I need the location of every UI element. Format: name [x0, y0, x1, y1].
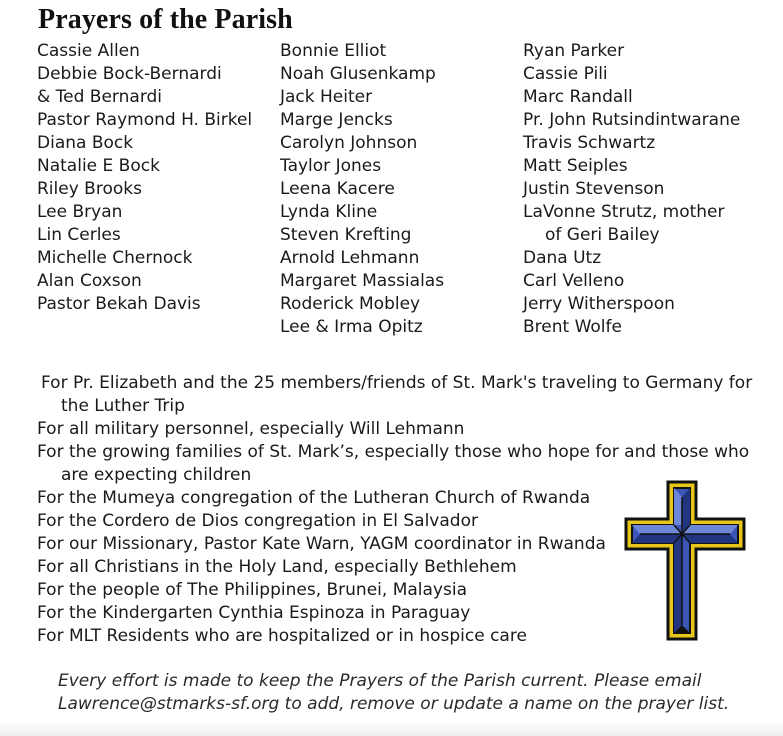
intention-line: For all Christians in the Holy Land, especially Bethlehem: [37, 557, 517, 577]
intention-line: For Pr. Elizabeth and the 25 members/friends of St. Mark's traveling to Germany for: [41, 373, 753, 393]
intention-line: For the growing families of St. Mark’s, especially those who hope for and those who: [37, 442, 750, 462]
name-item: Ryan Parker: [523, 41, 625, 61]
intention-line: For the people of The Philippines, Brunei, Malaysia: [37, 580, 467, 600]
intention-line: are expecting children: [61, 465, 252, 485]
name-item: Brent Wolfe: [523, 317, 622, 337]
intention-line: For the Mumeya congregation of the Lutheran Church of Rwanda: [37, 488, 591, 508]
note-line: Lawrence@stmarks-sf.org to add, remove or update a name on the prayer list.: [58, 694, 730, 714]
name-item: Justin Stevenson: [523, 179, 665, 199]
name-item: Pastor Raymond H. Birkel: [37, 110, 253, 130]
name-item: Lee & Irma Opitz: [280, 317, 423, 337]
name-item: Margaret Massialas: [280, 271, 445, 291]
name-item: Marge Jencks: [280, 110, 393, 130]
name-item: Travis Schwartz: [523, 133, 656, 153]
name-item: Carolyn Johnson: [280, 133, 418, 153]
intention-line: For the Cordero de Dios congregation in El Salvador: [37, 511, 478, 531]
intention-line: the Luther Trip: [61, 396, 185, 416]
names-column-1: [37, 40, 252, 316]
intention-line: For the Kindergarten Cynthia Espinoza in Paraguay: [37, 603, 471, 623]
name-item: Riley Brooks: [37, 179, 142, 199]
name-item: Cassie Allen: [37, 41, 140, 61]
name-item: Michelle Chernock: [37, 248, 193, 268]
intention-line: For all military personnel, especially Will Lehmann: [37, 419, 465, 439]
name-item: Pastor Bekah Davis: [37, 294, 201, 314]
name-item: Natalie E Bock: [37, 156, 160, 176]
name-item: Lin Cerles: [37, 225, 121, 245]
name-item: Noah Glusenkamp: [280, 64, 436, 84]
page-title: Prayers of the Parish: [38, 4, 293, 35]
name-item: Steven Krefting: [280, 225, 412, 245]
name-item: & Ted Bernardi: [37, 87, 163, 107]
name-item: Cassie Pili: [523, 64, 608, 84]
name-item: Bonnie Elliot: [280, 41, 387, 61]
intention-line: For our Missionary, Pastor Kate Warn, YAGM coordinator in Rwanda: [37, 534, 606, 554]
name-item: Leena Kacere: [280, 179, 395, 199]
name-item: of Geri Bailey: [545, 225, 660, 245]
names-column-2: [280, 40, 444, 339]
note-line: Every effort is made to keep the Prayers of the Parish current. Please email: [58, 671, 702, 691]
names-column-3: [523, 40, 740, 339]
name-item: Jack Heiter: [280, 87, 373, 107]
name-item: LaVonne Strutz, mother: [523, 202, 725, 222]
name-item: Alan Coxson: [37, 271, 142, 291]
email-note: [58, 670, 729, 716]
page-bottom-edge: [0, 722, 783, 736]
name-item: Roderick Mobley: [280, 294, 421, 314]
name-item: Debbie Bock-Bernardi: [37, 64, 222, 84]
name-item: Diana Bock: [37, 133, 134, 153]
name-item: Matt Seiples: [523, 156, 628, 176]
name-item: Dana Utz: [523, 248, 602, 268]
name-item: Lynda Kline: [280, 202, 378, 222]
name-item: Lee Bryan: [37, 202, 123, 222]
name-item: Carl Velleno: [523, 271, 625, 291]
name-item: Jerry Witherspoon: [523, 294, 675, 314]
name-item: Arnold Lehmann: [280, 248, 420, 268]
name-item: Marc Randall: [523, 87, 633, 107]
name-item: Pr. John Rutsindintwarane: [523, 110, 741, 130]
intention-line: For MLT Residents who are hospitalized or in hospice care: [37, 626, 527, 646]
name-item: Taylor Jones: [280, 156, 382, 176]
cross-icon: [620, 477, 750, 645]
